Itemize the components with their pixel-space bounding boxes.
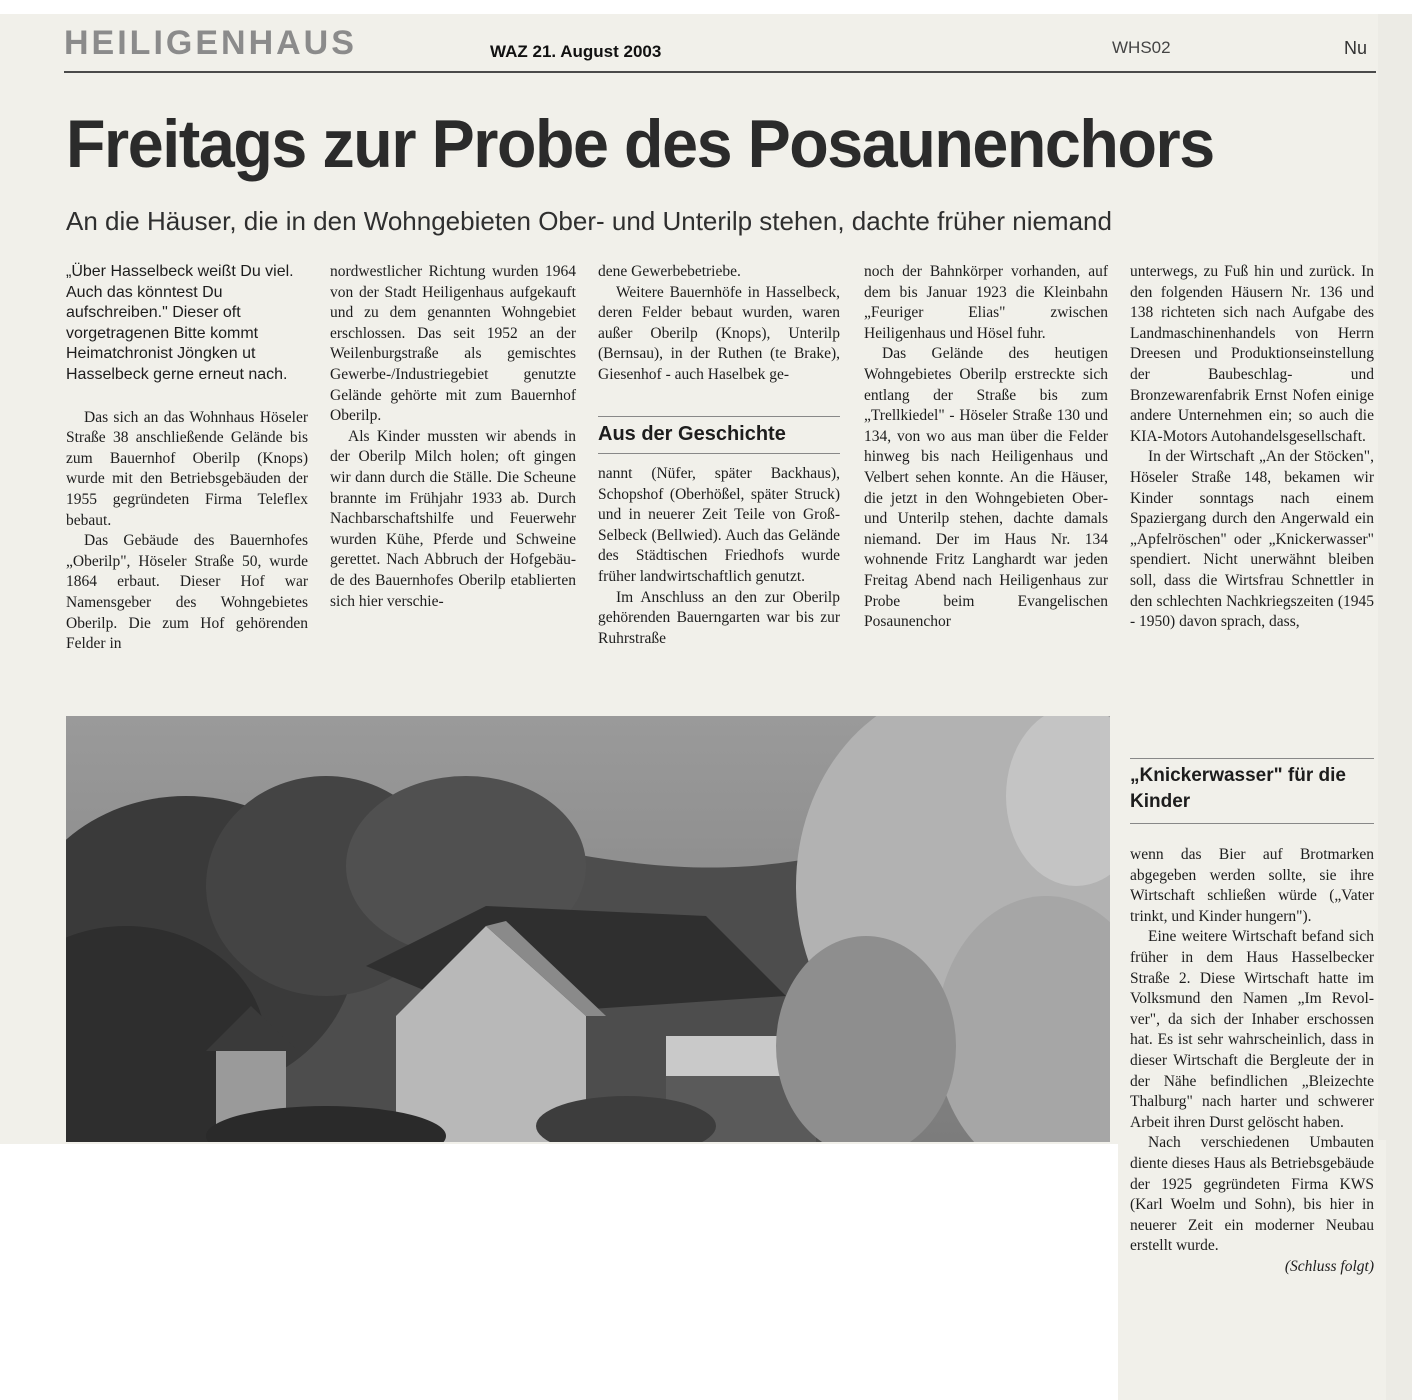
- column-1: [66, 262, 308, 655]
- publication-date: WAZ 21. August 2003: [490, 42, 662, 61]
- intro-paragraph: „Über Hasselbeck weißt Du viel. Auch das könntest Du aufschreiben." Dieser oft vorgetragenen Bitte kommt Heimatchronist Jöngken ut Hasselbeck gerne erneut nach.: [66, 263, 294, 383]
- headline: Freitags zur Probe des Posaunenchors: [66, 106, 1214, 182]
- subtitle: An die Häuser, die in den Wohngebieten Ober- und Unterilp stehen, dachte früher niemand: [66, 206, 1112, 236]
- body-paragraph: Nach verschiedenen Umbauten diente dieses Haus als Betriebsgebäude der 1925 gegründeten Firma KWS (Karl Woelm und Sohn), bis hier in neuerer Zeit ein moderner Neubau erstellt wurde.: [1130, 1134, 1374, 1255]
- subheading-history: Aus der Geschichte: [598, 416, 840, 454]
- body-paragraph: Als Kinder mussten wir abends in der Oberilp Milch holen; oft gingen wir dann durch die Ställe. Die Scheune brannte im Frühjahr 1933 ab. Durch Nachbarschaftshilfe und Feuerwehr wurden Kühe, Pferde und Schweine gerettet. Nach Abbruch der Hofgebäude des Bauernhofes Oberilp etablierten sich hier verschie-: [330, 427, 576, 610]
- signoff: (Schluss folgt): [1284, 1257, 1374, 1275]
- column-2: [330, 262, 576, 612]
- column-3-bottom: [598, 464, 840, 649]
- farmhouse-photo: [66, 716, 1110, 1142]
- body-paragraph: unterwegs, zu Fuß hin und zurück. In den folgenden Häusern Nr. 136 und 138 richteten sich nach Aufgabe des Landmaschinenhandels von Herrn Dreesen und Produktionseinstellung der Baubeschlag- und Bronzewarenfabrik Ernst Nofen einige andere Unternehmen ein; so auch die KIA-Motors Autohandelsgesellschaft.: [1130, 263, 1374, 445]
- farmhouse-photo-image: [66, 716, 1110, 1142]
- subheading-knickerwasser: „Knickerwasser" für die Kinder: [1130, 758, 1374, 824]
- body-paragraph: nordwestlicher Richtung wurden 1964 von der Stadt Heiligenhaus aufgekauft und zu dem genannten Wohngebiet erschlossen. Das seit 1952 an der Weilenburgstraße als gemischtes Gewerbe-/Industriegebiet genutzte Gelände gehörte mit zum Bauernhof Oberilp.: [330, 263, 576, 425]
- body-paragraph: Das sich an das Wohnhaus Höseler Straße 38 anschließende Gelände bis zum Bauernhof Oberilp (Knops) wurde mit den Betriebsgebäuden der 1955 gegründeten Firma Teleflex bebaut.: [66, 408, 308, 529]
- column-3-top: [598, 262, 840, 386]
- body-paragraph: Das Gelände des heutigen Wohngebietes Oberilp erstreckte sich entlang der Straße bis zum „Trellkiedel" - Höseler Straße 130 und 134, von wo aus man über die Felder hinweg bis nach Heiligenhaus und Velbert sehen konnte. An die Häuser, die jetzt in den Wohngebieten Ober- und Unterilp stehen, dachte damals niemand. Der im Haus Nr. 134 wohnende Fritz Langhardt war jeden Freitag Abend nach Heiligenhaus zur Probe beim Evangelischen Posaunenchor: [864, 345, 1108, 631]
- body-paragraph: nannt (Nüfer, später Backhaus), Schopshof (Oberhößel, später Struck) und in neuerer Zeit Teile von Groß-Selbeck (Bellwied). Auch das Gelände des Städtischen Friedhofs wurde früher landwirtschaftlich genutzt.: [598, 465, 840, 585]
- body-paragraph: Im Anschluss an den zur Oberilp gehörenden Bauerngarten war bis zur Ruhrstraße: [598, 588, 840, 647]
- column-5-bottom: [1130, 845, 1374, 1277]
- body-paragraph: noch der Bahnkörper vorhanden, auf dem bis Januar 1923 die Kleinbahn „Feuriger Elias" zwischen Heiligenhaus und Hösel fuhr.: [864, 263, 1108, 342]
- column-5-top: [1130, 262, 1374, 633]
- edge-text: Nu: [1344, 38, 1368, 58]
- body-paragraph: dene Gewerbebetriebe.: [598, 263, 741, 280]
- body-paragraph: Weitere Bauernhöfe in Hasselbeck, deren Felder bebaut wurden, waren außer Oberilp (Knops), Unterilp (Bernsau), in der Ruthen (te Brake), Giesenhof - auch Haselbek ge-: [598, 283, 840, 383]
- header-rule: [64, 71, 1376, 73]
- body-paragraph: Eine weitere Wirtschaft befand sich früher in dem Haus Hasselbecker Straße 2. Diese Wirtschaft hatte im Volksmund den Namen „Im Revolver", da sich der Inhaber erschossen hat. Es ist sehr wahrscheinlich, dass in dieser Wirtschaft die Bergleute der in der Nähe befindlichen „Bleizechte Thalburg" nach harter und schwerer Arbeit ihren Durst gelöscht haben.: [1130, 928, 1374, 1131]
- body-paragraph: wenn das Bier auf Brotmarken abgegeben werden sollte, sie ihre Wirtschaft schließen würde („Vater trinkt, und Kinder hungern").: [1130, 846, 1374, 925]
- column-4: [864, 262, 1108, 633]
- body-paragraph: In der Wirtschaft „An der Stöcken", Höseler Straße 148, bekamen wir Kinder sonntags nach einem Spaziergang durch den Angerwald ein „Apfelröschen" oder „Knickerwasser" spendiert. Nicht unerwähnt bleiben soll, dass die Wirtsfrau Schnettler in den schlechten Nachkriegszeiten (1945 - 1950) davon sprach, dass,: [1130, 448, 1374, 631]
- body-paragraph: Das Gebäude des Bauernhofes „Oberilp", Höseler Straße 50, wurde 1864 erbaut. Dieser Hof war Namensgeber des Wohngebietes Oberilp. Die zum Hof gehörenden Felder in: [66, 532, 308, 653]
- page-code: WHS02: [1112, 38, 1171, 57]
- section-name: HEILIGENHAUS: [64, 24, 357, 62]
